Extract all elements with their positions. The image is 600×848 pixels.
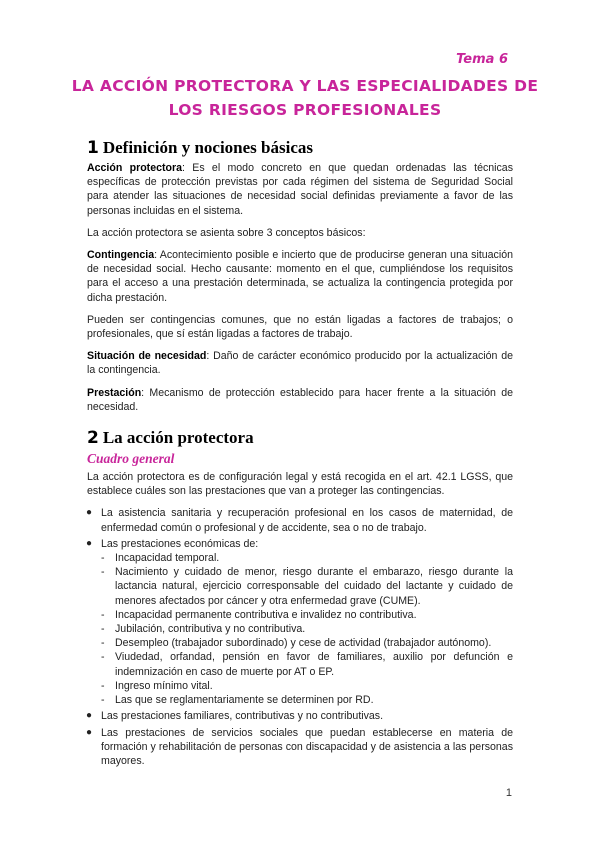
sub-list-item: - Ingreso mínimo vital. <box>101 679 213 692</box>
bullet-icon: ● <box>86 507 93 519</box>
document-title <box>60 74 550 122</box>
paragraph-pueden: Pueden ser contingencias comunes, que no están ligadas a factores de trabajos; o profesionales, que sí están ligadas a factores de trabajo. <box>87 313 513 341</box>
section-2-title: La acción protectora <box>102 428 254 448</box>
list-item: ● Las prestaciones económicas de: - Incapacidad temporal. - Nacimiento y cuidado de menor, riesgo durante el embarazo, riesgo durante la lactancia natural, ejercicio corresponsable del cuidado del lactante y cuidado de menores afectados por cáncer y otra enfermedad grave (CUME). - Incapacidad permanente contributiva e invalidez no contributiva. - Jubilación, contributiva y no contributiva. - Desempleo (trabajador subordinado) y cese de actividad (trabajador autónomo). - Viudedad, orfandad, pensión en favor de familiares, auxilio por defunción e indemnización en caso de muerte por AT o EP. - Ingreso mínimo vital. - Las que se reglamentariamente se determinen por RD. <box>86 537 513 707</box>
list-item: ● La asistencia sanitaria y recuperación profesional en los casos de maternidad, de enfermedad común o profesional y de accidente, sea o no de trabajo. <box>86 507 513 534</box>
sub-list-item: - Jubilación, contributiva y no contributiva. <box>101 623 306 636</box>
term-accion-protectora: Acción protectora <box>87 162 183 174</box>
bullet-icon: ● <box>86 710 93 722</box>
sub-list-item: - Nacimiento y cuidado de menor, riesgo durante el embarazo, riesgo durante la lactancia natural, ejercicio corresponsable del cuidado del lactante y cuidado de menores afectados por cáncer y otra enfermedad grave (CUME). <box>101 566 513 607</box>
prestaciones-list <box>87 506 513 768</box>
paragraph-prestacion: Prestación: Mecanismo de protección establecido para hacer frente a la situación de necesidad. <box>87 386 513 413</box>
term-prestacion: Prestación <box>87 386 142 399</box>
term-contingencia: Contingencia <box>87 249 155 262</box>
sub-list-item: - Incapacidad temporal. <box>101 552 220 565</box>
paragraph-situacion: Situación de necesidad: Daño de carácter económico producido por la actualización de la contingencia. <box>87 350 514 377</box>
dash-icon: - <box>101 623 105 636</box>
document-body <box>87 138 513 770</box>
term-situacion-necesidad: Situación de necesidad <box>87 350 207 363</box>
title-line-2: LOS RIESGOS PROFESIONALES <box>168 101 442 119</box>
sub-list-item: - Incapacidad permanente contributiva e invalidez no contributiva. <box>101 608 417 621</box>
dash-icon: - <box>101 679 105 692</box>
subsection-cuadro-general: Cuadro general <box>87 451 175 467</box>
sub-list-item: - Las que se reglamentariamente se determinen por RD. <box>101 694 374 707</box>
section-1-number: 1 <box>87 138 99 158</box>
paragraph-accion-protectora: Acción protectora: Es el modo concreto en que quedan ordenadas las técnicas específicas de protección previstas por cada régimen del sistema de Seguridad Social para atender las situaciones de necesidad social definidas previamente a favor de las personas incluidas en el sistema. <box>87 162 513 217</box>
section-1-heading <box>87 138 513 158</box>
prestaciones-economicas-list <box>101 551 513 707</box>
dash-icon: - <box>101 552 105 565</box>
sub-list-item: - Viudedad, orfandad, pensión en favor de familiares, auxilio por defunción e indemnización en caso de muerte por AT o EP. <box>101 651 513 678</box>
bullet-icon: ● <box>86 537 93 549</box>
section-2-number: 2 <box>87 428 99 449</box>
dash-icon: - <box>101 651 105 664</box>
section-2-heading <box>87 428 513 448</box>
paragraph-contingencia: Contingencia: Acontecimiento posible e incierto que de producirse generan una situación de necesidad social. Hecho causante: momento en el que, cumpliéndose los requisitos para el acceso a una prestación determinada, se actualiza la contingencia protegida por dicha prestación. <box>87 249 513 304</box>
section-1-title: Definición y nociones básicas <box>102 138 313 157</box>
sub-list-item: - Desempleo (trabajador subordinado) y cese de actividad (trabajador autónomo). <box>101 637 492 650</box>
bullet-icon: ● <box>86 726 93 738</box>
page-number: 1 <box>505 787 512 799</box>
dash-icon: - <box>101 637 105 650</box>
dash-icon: - <box>101 608 105 621</box>
dash-icon: - <box>101 694 105 707</box>
paragraph-asienta: La acción protectora se asienta sobre 3 conceptos básicos: <box>87 226 366 239</box>
list-item: ● Las prestaciones familiares, contributivas y no contributivas. <box>86 710 384 723</box>
paragraph-intro: La acción protectora es de configuración legal y está recogida en el art. 42.1 LGSS, que establece cuáles son las prestaciones que van a proteger las contingencias. <box>87 471 513 498</box>
title-line-1: LA ACCIÓN PROTECTORA Y LAS ESPECIALIDADES DE <box>71 77 539 95</box>
topic-label: Tema 6 <box>456 52 508 67</box>
list-item: ● Las prestaciones de servicios sociales que puedan establecerse en materia de formación y rehabilitación de personas con discapacidad y de asistencia a las personas mayores. <box>86 726 513 767</box>
dash-icon: - <box>101 566 105 579</box>
